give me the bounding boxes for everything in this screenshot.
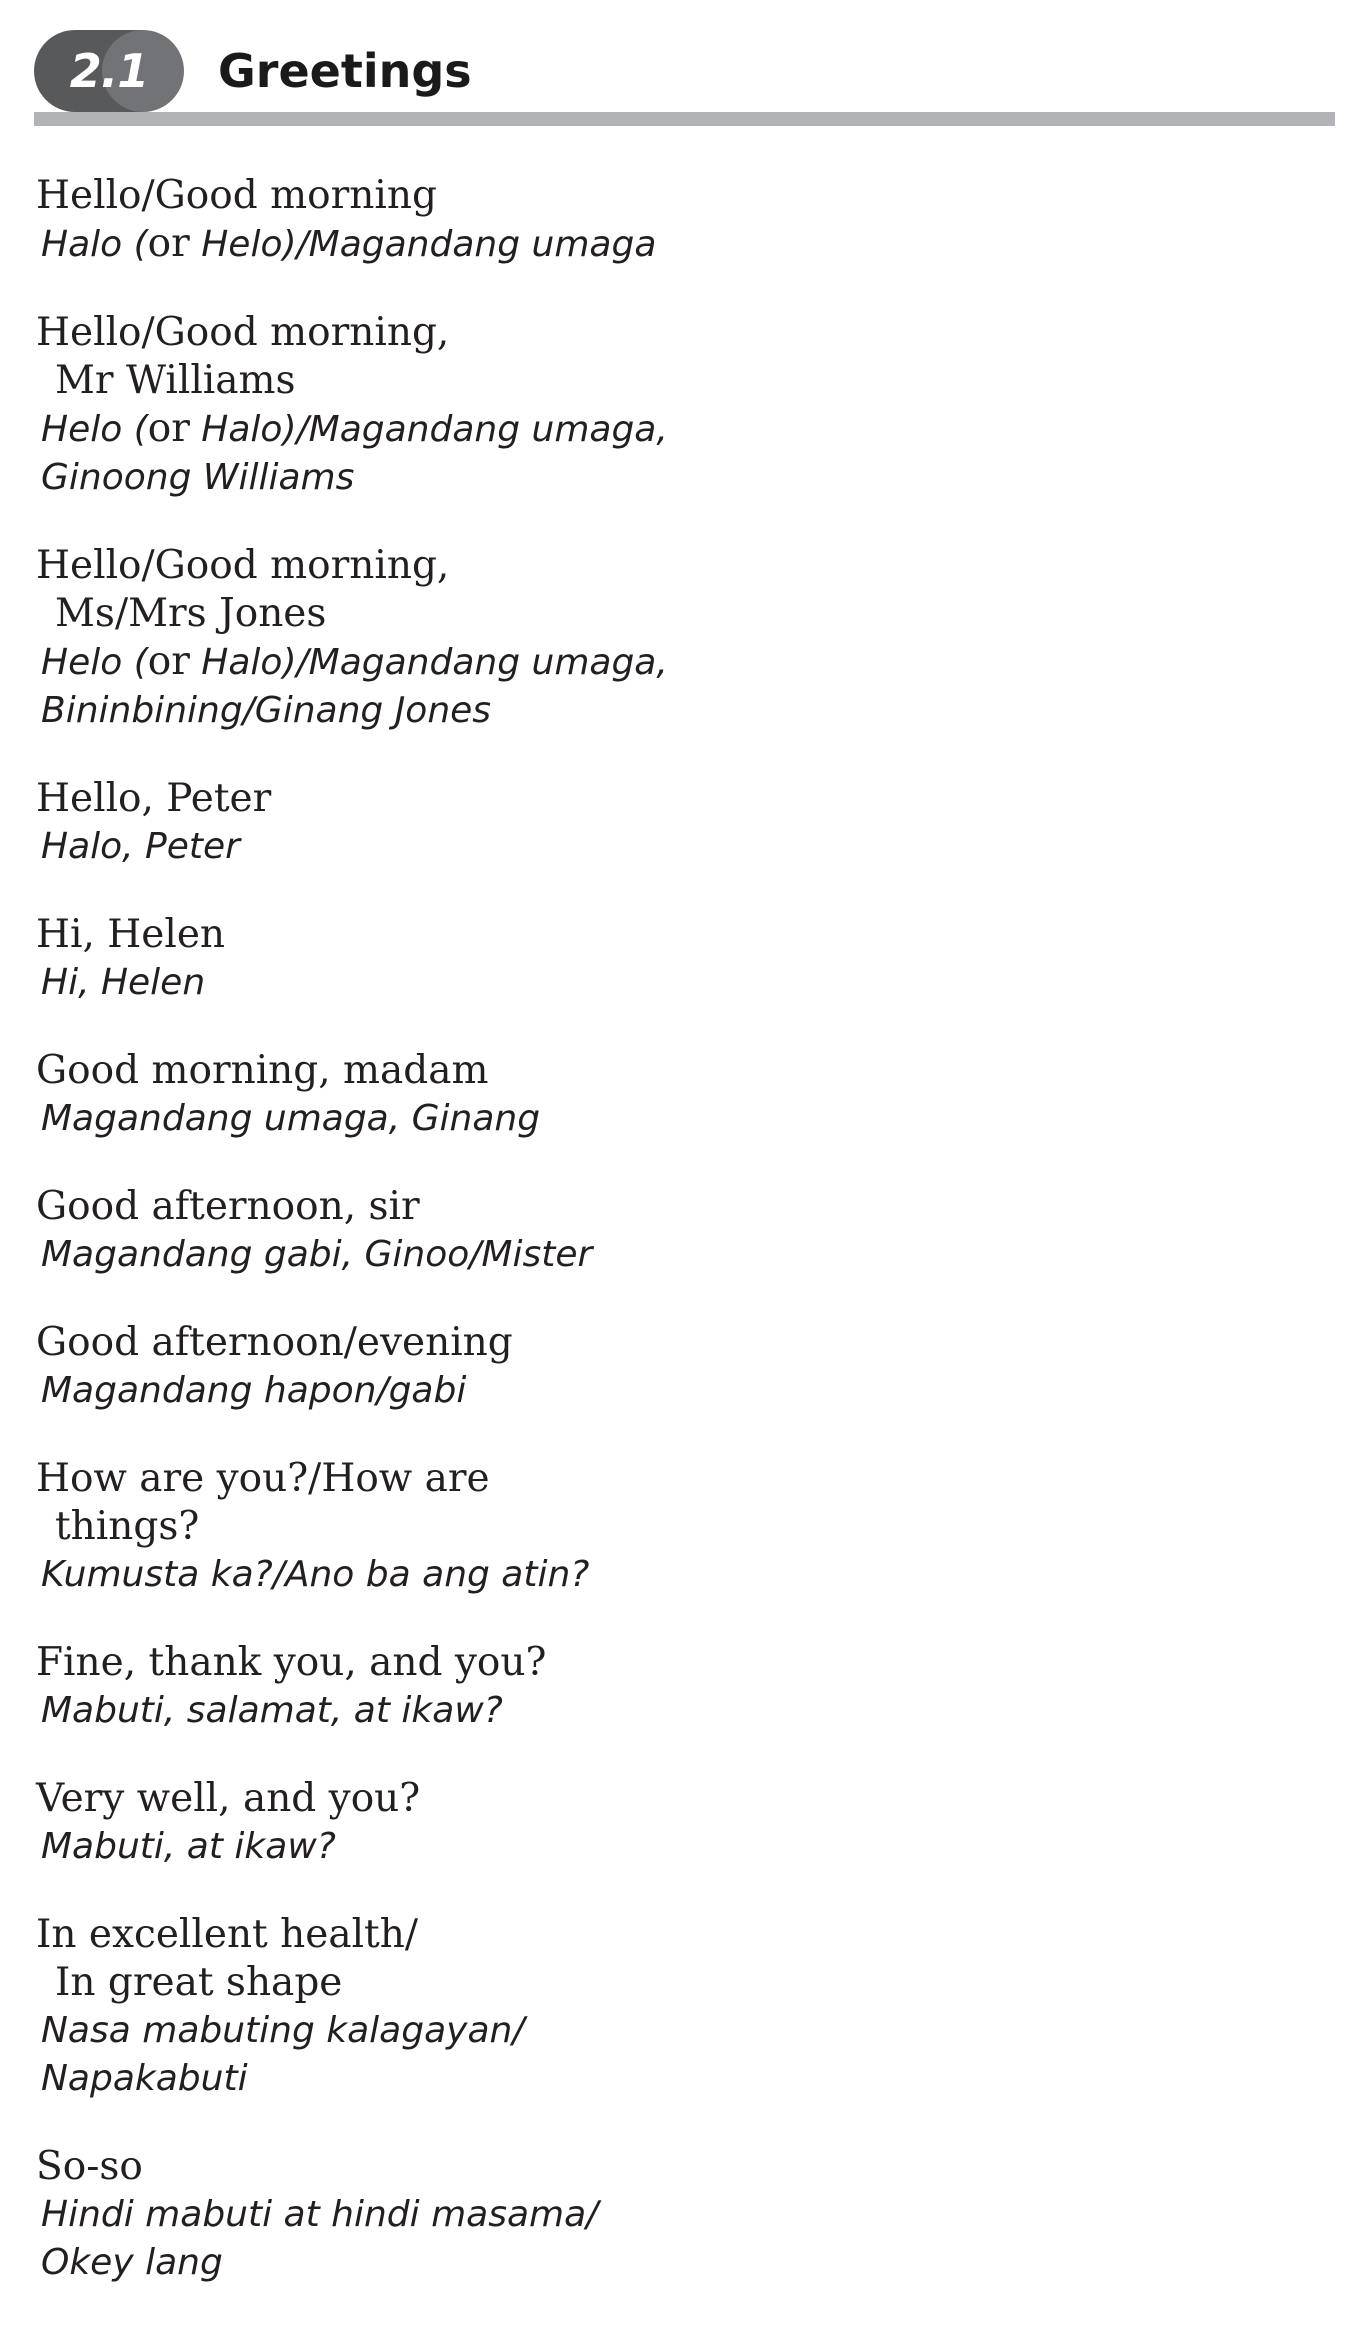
phrase-row: [36, 1319, 1326, 1415]
tagalog-text: Ginoong Williams: [41, 457, 355, 498]
tagalog-text: Helo (: [41, 642, 148, 683]
section-number: 2.1: [69, 44, 149, 98]
header-rule: [34, 112, 1335, 126]
english-phrase-line: Good afternoon/evening: [36, 1320, 513, 1365]
tagalog-text: Halo (: [41, 224, 148, 265]
english-phrase: [36, 775, 576, 823]
tagalog-text: Mabuti, salamat, at ikaw?: [41, 1690, 503, 1731]
tagalog-phrase-line: [41, 2055, 791, 2103]
tagalog-text: Magandang hapon/gabi: [41, 1370, 467, 1411]
tagalog-phrase-line: [41, 2007, 791, 2055]
phrase-row: [36, 172, 1326, 269]
english-phrase: [36, 1047, 576, 1095]
english-phrase: [36, 1911, 576, 2007]
tagalog-phrase: [41, 1823, 791, 1871]
phrase-row: [36, 2143, 1326, 2287]
english-phrase: [36, 1319, 576, 1367]
tagalog-text: Nasa mabuting kalagayan/: [41, 2010, 525, 2051]
section-title: Greetings: [218, 44, 472, 98]
tagalog-phrase: [41, 2191, 791, 2287]
tagalog-phrase-line: [41, 220, 791, 269]
phrase-row: [36, 1455, 1326, 1599]
phrase-row: [36, 1639, 1326, 1735]
tagalog-text: Halo)/Magandang umaga,: [189, 409, 668, 450]
tagalog-phrase-line: [41, 1687, 791, 1735]
alternative-word: or: [147, 406, 190, 451]
tagalog-phrase-line: [41, 823, 791, 871]
tagalog-phrase: [41, 1687, 791, 1735]
tagalog-phrase: [41, 1095, 791, 1143]
section-badge: [34, 30, 184, 112]
tagalog-text: Okey lang: [41, 2242, 223, 2283]
tagalog-text: Mabuti, at ikaw?: [41, 1826, 336, 1867]
tagalog-phrase-line: [41, 1367, 791, 1415]
english-phrase: [36, 1775, 576, 1823]
english-phrase-line: Fine, thank you, and you?: [36, 1640, 547, 1685]
tagalog-phrase: [41, 1231, 791, 1279]
tagalog-phrase-line: [41, 1095, 791, 1143]
alternative-word: or: [147, 221, 190, 266]
phrase-row: [36, 309, 1326, 502]
tagalog-text: Magandang gabi, Ginoo/Mister: [41, 1234, 593, 1275]
tagalog-text: Hi, Helen: [41, 962, 206, 1003]
phrase-row: [36, 911, 1326, 1007]
tagalog-text: Hindi mabuti at hindi masama/: [41, 2194, 599, 2235]
alternative-word: or: [147, 639, 190, 684]
english-phrase-line: things?: [55, 1504, 200, 1549]
english-phrase-line: Ms/Mrs Jones: [55, 591, 327, 636]
tagalog-phrase: [41, 823, 791, 871]
tagalog-phrase-line: [41, 1231, 791, 1279]
tagalog-phrase: [41, 638, 791, 735]
english-phrase: [36, 1639, 576, 1687]
tagalog-text: Helo (: [41, 409, 148, 450]
english-phrase-line: Good morning, madam: [36, 1048, 489, 1093]
english-phrase-line: Hello/Good morning,: [36, 543, 450, 588]
english-phrase-line: Hello, Peter: [36, 776, 272, 821]
english-phrase: [36, 172, 576, 220]
tagalog-text: Helo)/Magandang umaga: [189, 224, 657, 265]
tagalog-phrase-line: [41, 1823, 791, 1871]
english-phrase: [36, 2143, 576, 2191]
english-phrase-line: In excellent health/: [36, 1912, 418, 1957]
phrase-row: [36, 542, 1326, 735]
english-phrase-line: Hello/Good morning: [36, 173, 437, 218]
english-phrase-line: In great shape: [55, 1960, 343, 2005]
english-phrase-line: Hi, Helen: [36, 912, 226, 957]
english-phrase-line: How are you?/How are: [36, 1456, 490, 1501]
tagalog-phrase-line: [41, 2191, 791, 2239]
tagalog-phrase-line: [41, 454, 791, 502]
tagalog-phrase: [41, 959, 791, 1007]
phrase-row: [36, 1183, 1326, 1279]
english-phrase: [36, 309, 576, 405]
english-phrase: [36, 1183, 576, 1231]
english-phrase: [36, 1455, 576, 1551]
tagalog-phrase-line: [41, 2239, 791, 2287]
tagalog-text: Kumusta ka?/Ano ba ang atin?: [41, 1554, 590, 1595]
english-phrase-line: Very well, and you?: [36, 1776, 421, 1821]
phrase-row: [36, 775, 1326, 871]
english-phrase: [36, 542, 576, 638]
tagalog-text: Bininbining/Ginang Jones: [41, 690, 492, 731]
tagalog-phrase: [41, 2007, 791, 2103]
phrase-row: [36, 1047, 1326, 1143]
tagalog-text: Magandang umaga, Ginang: [41, 1098, 541, 1139]
tagalog-phrase-line: [41, 687, 791, 735]
english-phrase-line: Hello/Good morning,: [36, 310, 450, 355]
phrase-row: [36, 1775, 1326, 1871]
tagalog-phrase-line: [41, 405, 791, 454]
tagalog-phrase: [41, 1551, 791, 1599]
english-phrase-line: Mr Williams: [55, 358, 296, 403]
english-phrase-line: So-so: [36, 2144, 143, 2189]
tagalog-text: Halo, Peter: [41, 826, 240, 867]
tagalog-phrase-line: [41, 638, 791, 687]
phrase-row: [36, 1911, 1326, 2103]
tagalog-text: Napakabuti: [41, 2058, 248, 2099]
section-header: [34, 30, 1335, 126]
tagalog-phrase: [41, 1367, 791, 1415]
tagalog-phrase: [41, 405, 791, 502]
tagalog-phrase-line: [41, 1551, 791, 1599]
phrase-list: [36, 172, 1326, 2327]
english-phrase-line: Good afternoon, sir: [36, 1184, 420, 1229]
tagalog-phrase-line: [41, 959, 791, 1007]
tagalog-text: Halo)/Magandang umaga,: [189, 642, 668, 683]
english-phrase: [36, 911, 576, 959]
tagalog-phrase: [41, 220, 791, 269]
